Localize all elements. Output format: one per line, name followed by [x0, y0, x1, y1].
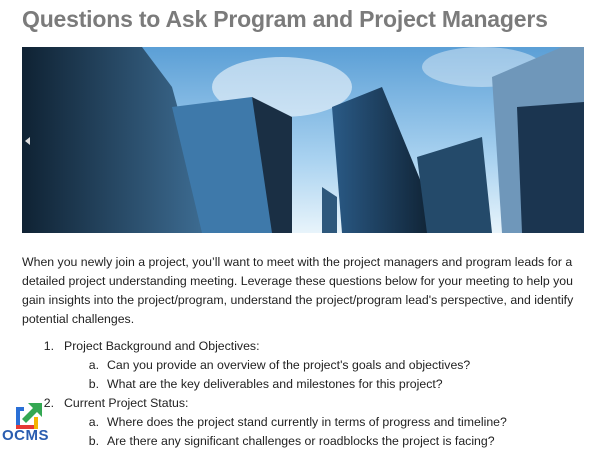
item-letter: b.	[88, 434, 99, 448]
item-text: Can you provide an overview of the project's goals and objectives?	[107, 358, 471, 372]
section-label: Project Background and Objectives:	[64, 339, 260, 353]
ocms-logo-text: OCMS	[2, 427, 49, 444]
carousel-prev-arrow-icon[interactable]	[25, 137, 30, 145]
item-text: Are there any significant challenges or roadblocks the project is facing?	[107, 434, 495, 448]
intro-paragraph: When you newly join a project, you’ll want to meet with the project managers and program leads for a detailed project understanding meeting. Leverage these questions below for your meeting to help you gain insights into the project/program, understand the project/program lead's perspective, and identify potential challenges.	[22, 255, 574, 326]
skyscrapers-image	[22, 47, 584, 233]
page-title: Questions to Ask Program and Project Managers	[22, 6, 548, 32]
item-letter: b.	[88, 377, 99, 391]
item-letter: a.	[88, 415, 99, 429]
item-text: What are the key deliverables and milestones for this project?	[107, 377, 443, 391]
section-number: 2.	[43, 396, 54, 410]
section-number: 1.	[43, 339, 54, 353]
item-text: Where does the project stand currently in terms of progress and timeline?	[107, 415, 507, 429]
ocms-logo-icon	[14, 403, 44, 429]
section-label: Current Project Status:	[64, 396, 189, 410]
item-letter: a.	[88, 358, 99, 372]
